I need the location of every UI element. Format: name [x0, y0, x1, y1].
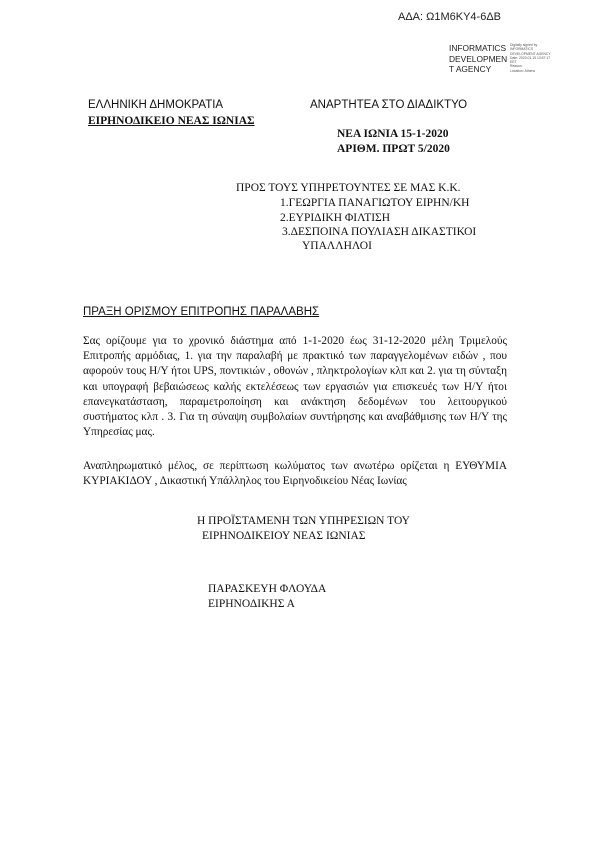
- recipient-line: 2.ΕΥΡΙΔΙΚΗ ΦΙΛΤΙΣΗ: [280, 212, 391, 224]
- signature-line: Date: 2020.01.15 13:57:17: [510, 55, 551, 60]
- signatory-name: ΠΑΡΑΣΚΕΥΗ ΦΛΟΥΔΑ: [208, 583, 327, 595]
- signature-line: Digitally signed by: [510, 43, 538, 47]
- closing-title-line: Η ΠΡΟΪΣΤΑΜΕΝΗ ΤΩΝ ΥΠΗΡΕΣΙΩΝ ΤΟΥ: [197, 515, 410, 527]
- closing-title-line: ΕΙΡΗΝΟΔΙΚΕΙΟΥ ΝΕΑΣ ΙΩΝΙΑΣ: [202, 530, 366, 542]
- signature-agency-name: [449, 43, 507, 75]
- agency-line: T AGENCY: [449, 64, 492, 74]
- republic-heading: ΕΛΛΗΝΙΚΗ ΔΗΜΟΚΡΑΤΙΑ: [88, 99, 224, 111]
- signature-line: INFORMATICS: [510, 47, 534, 52]
- agency-line: INFORMATICS: [449, 43, 507, 53]
- body-paragraph: Σας ορίζουμε για το χρονικό διάστημα από 1-1-2020 έως 31-12-2020 μέλη Τριμελούς Επιτροπής αρμόδιας, 1. για την παραλαβή με πρακτικό των παραγγελομένων ειδών , που αφορούν τους Η/Υ ήτοι UPS, ποντικιών , οθονών , πληκτρολογίων κλπ και 2. για τη σύνταξη και υπογραφή βεβαιώσεως καλής εκτελέσεως των εργασιών για επισκευές των Η/Υ ήτοι επανεγκατάσταση, παραμετροποίηση και ανάκτηση δεδομένων του λειτουργικού συστήματος κλπ . 3. Για τη σύναψη συμβολαίων συντήρησης και αναβάθμισης των Η/Υ της Υπηρεσίας μας.: [83, 335, 507, 439]
- signature-line: Reason:: [510, 64, 523, 69]
- recipients-heading: ΠΡΟΣ ΤΟΥΣ ΥΠΗΡΕΤΟΥΝΤΕΣ ΣΕ ΜΑΣ Κ.Κ.: [236, 182, 461, 194]
- signature-line: DEVELOPMENT AGENCY: [510, 51, 551, 56]
- signatory-title: ΕΙΡΗΝΟΔΙΚΗΣ Α: [208, 598, 295, 610]
- ada-code: ΑΔΑ: Ω1Μ6ΚΥ4-6ΔΒ: [398, 11, 502, 23]
- document-subject: ΠΡΑΞΗ ΟΡΙΣΜΟΥ ΕΠΙΤΡΟΠΗΣ ΠΑΡΑΛΑΒΗΣ: [83, 306, 320, 318]
- internet-notice: ΑΝΑΡΤΗΤΕΑ ΣΤΟ ΔΙΑΔΙΚΤΥΟ: [310, 99, 468, 111]
- agency-line: DEVELOPMEN: [449, 53, 508, 64]
- recipient-line: ΥΠΑΛΛΗΛΟΙ: [302, 240, 372, 252]
- recipient-line: 1.ΓΕΩΡΓΙΑ ΠΑΝΑΓΙΩΤΟΥ ΕΙΡΗΝ/ΚΗ: [280, 197, 470, 209]
- signature-line: Location: Athens: [510, 68, 536, 73]
- place-date: ΝΕΑ ΙΩΝΙΑ 15-1-2020: [337, 128, 449, 140]
- court-name: ΕΙΡΗΝΟΔΙΚΕΙΟ ΝΕΑΣ ΙΩΝΙΑΣ: [88, 115, 255, 127]
- body-paragraph: Αναπληρωματικό μέλος, σε περίπτωση κωλύματος των ανωτέρω ορίζεται η ΕΥΘΥΜΙΑ ΚΥΡΙΑΚΙΔΟΥ , Δικαστική Υπάλληλος του Ειρηνοδικείου Νέας Ιωνίας: [83, 460, 507, 488]
- signature-details: [510, 43, 551, 73]
- signature-line: EET: [510, 60, 517, 65]
- recipient-line: 3.ΔΕΣΠΟΙΝΑ ΠΟΥΛΙΑΣΗ ΔΙΚΑΣΤΙΚΟΙ: [282, 226, 477, 238]
- protocol-number: ΑΡΙΘΜ. ΠΡΩΤ 5/2020: [337, 143, 450, 155]
